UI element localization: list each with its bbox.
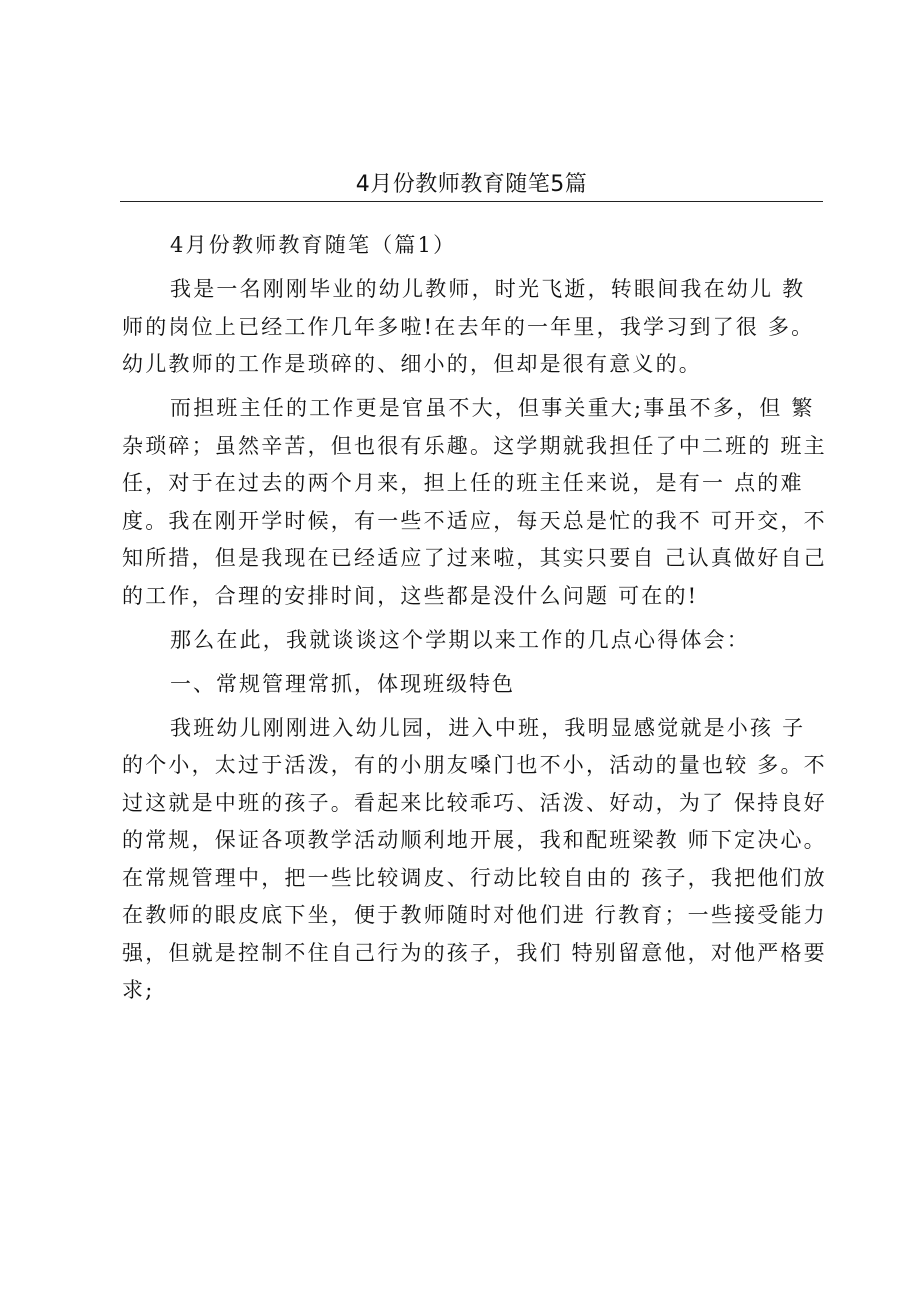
document-body	[122, 227, 827, 1016]
title-underline	[120, 201, 823, 202]
body-paragraph-2: 而担班主任的工作更是官虽不大，但事关重大;事虽不多，但 繁杂琐碎；虽然辛苦，但也很有乐趣。这学期就我担任了中二班的 班主任，对于在过去的两个月来，担上任的班主任来说，是有一 点的难度。我在刚开学时候，有一些不适应，每天总是忙的我不 可开交，不知所措，但是我现在已经适应了过来啦，其实只要自 己认真做好自己的工作，合理的安排时间，这些都是没什么问题 可在的!	[122, 396, 827, 608]
section-subheading: 一、常规管理常抓，体现班级特色	[170, 671, 515, 696]
body-paragraph-1: 我是一名刚刚毕业的幼儿教师，时光飞逝，转眼间我在幼儿 教师的岗位上已经工作几年多啦!在去年的一年里，我学习到了很 多。幼儿教师的工作是琐碎的、细小的，但却是很有意义的。	[122, 277, 815, 376]
body-paragraph-3: 那么在此，我就谈谈这个学期以来工作的几点心得体会：	[170, 627, 750, 652]
section-title: 4月份教师教育随笔（篇1）	[170, 233, 457, 257]
document-title: 4月份教师教育随笔5篇	[355, 172, 588, 197]
body-paragraph-4: 我班幼儿刚刚进入幼儿园，进入中班，我明显感觉就是小孩 子的个小，太过于活泼，有的小朋友嗓门也不小，活动的量也较 多。不过这就是中班的孩子。看起来比较乖巧、活泼、好动，为了 保持良好的常规，保证各项教学活动顺利地开展，我和配班梁教 师下定决心。在常规管理中，把一些比较调皮、行动比较自由的 孩子，我把他们放在教师的眼皮底下坐，便于教师随时对他们进 行教育；一些接受能力强，但就是控制不住自己行为的孩子，我们 特别留意他，对他严格要求;	[122, 715, 827, 1002]
